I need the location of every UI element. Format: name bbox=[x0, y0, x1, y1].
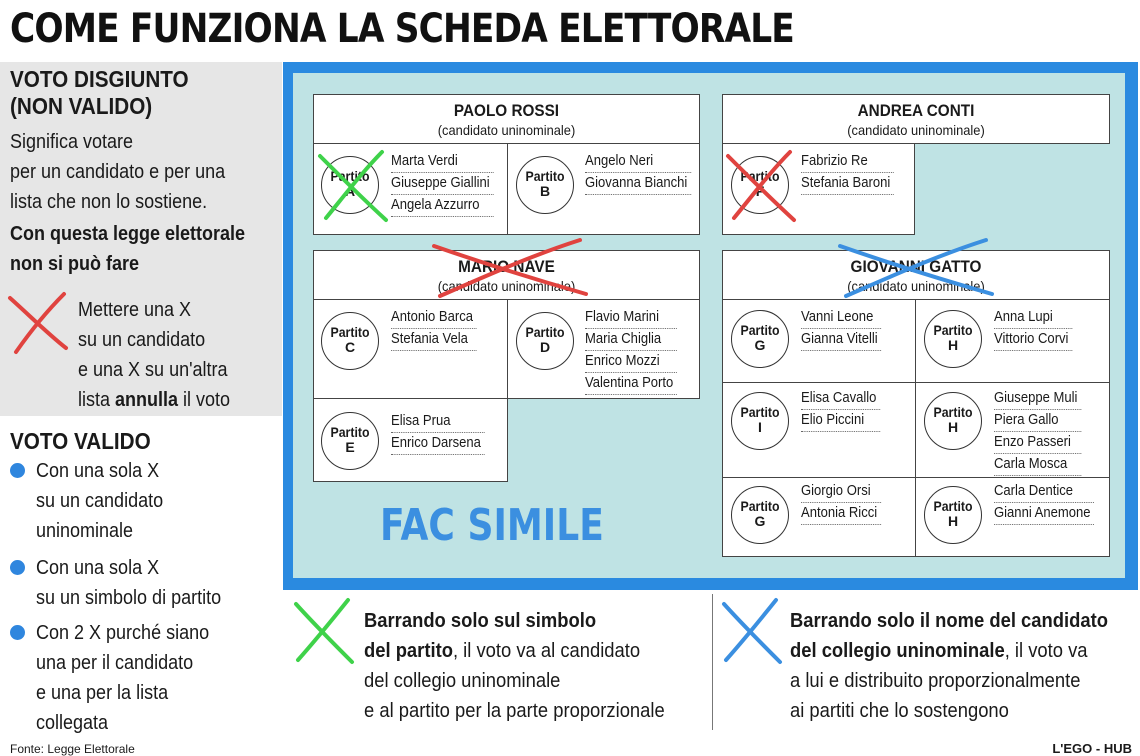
list-f-names bbox=[801, 151, 894, 195]
list-item: Elio Piccini bbox=[801, 410, 880, 432]
bullet-3-line-1: Con 2 X purché siano bbox=[36, 622, 210, 644]
candidate-subtitle: (candidato uninominale) bbox=[437, 122, 576, 138]
list-item: Vittorio Corvi bbox=[994, 329, 1072, 351]
party-symbol-g: Partito G bbox=[731, 310, 789, 368]
list-item: Giorgio Orsi bbox=[801, 481, 881, 503]
disgiunto-title: VOTO DISGIUNTO bbox=[10, 66, 189, 92]
list-item: Vanni Leone bbox=[801, 307, 881, 329]
party-symbol-h: Partito H bbox=[924, 310, 982, 368]
candidate-name: MARIO NAVE bbox=[458, 257, 555, 276]
candidate-subtitle: (candidato uninominale) bbox=[847, 122, 985, 138]
list-h-names bbox=[994, 307, 1072, 351]
party-symbol-h: Partito H bbox=[924, 486, 982, 544]
green-text-1: Barrando solo sul simbolo bbox=[364, 610, 597, 632]
list-item: Marta Verdi bbox=[391, 151, 493, 173]
list-h-names bbox=[994, 481, 1094, 525]
list-h-names bbox=[994, 388, 1081, 476]
blue-text-2: del collegio uninominale, il voto va bbox=[790, 640, 1088, 662]
candidate-name: ANDREA CONTI bbox=[857, 101, 975, 120]
list-item: Stefania Baroni bbox=[801, 173, 894, 195]
list-item: Angelo Neri bbox=[585, 151, 691, 173]
source-label: Fonte: Legge Elettorale bbox=[10, 742, 135, 756]
page-title: COME FUNZIONA LA SCHEDA ELETTORALE bbox=[10, 6, 794, 52]
green-text-4: e al partito per la parte proporzionale bbox=[364, 700, 665, 722]
list-item: Elisa Cavallo bbox=[801, 388, 880, 410]
disgiunto-bold-2: non si può fare bbox=[10, 253, 140, 275]
list-g-names bbox=[801, 307, 881, 351]
list-d-names bbox=[585, 307, 677, 395]
disgiunto-text-3: lista che non lo sostiene. bbox=[10, 191, 208, 213]
list-item: Gianna Vitelli bbox=[801, 329, 881, 351]
bullet-3-line-2: una per il candidato bbox=[36, 652, 194, 674]
list-g-names bbox=[801, 481, 881, 525]
red-x-icon bbox=[724, 146, 798, 226]
fac-simile-watermark: FAC SIMILE bbox=[380, 500, 604, 551]
list-item: Carla Dentice bbox=[994, 481, 1094, 503]
valido-title: VOTO VALIDO bbox=[10, 428, 151, 454]
bullet-2-line-1: Con una sola X bbox=[36, 557, 160, 579]
list-item: Antonio Barca bbox=[391, 307, 477, 329]
green-x-icon bbox=[290, 596, 356, 666]
x-text-3: e una X su un'altra bbox=[78, 359, 228, 381]
blue-x-icon bbox=[836, 236, 996, 300]
party-symbol-i: Partito I bbox=[731, 392, 789, 450]
list-item: Giuseppe Muli bbox=[994, 388, 1081, 410]
list-item: Giuseppe Giallini bbox=[391, 173, 493, 195]
bullet-icon bbox=[10, 560, 25, 575]
red-x-icon bbox=[4, 288, 72, 356]
list-i-names bbox=[801, 388, 880, 432]
x-text-4: lista annulla il voto bbox=[78, 389, 231, 411]
red-x-icon bbox=[430, 236, 590, 300]
credit-label: L'EGO - HUB bbox=[1052, 741, 1132, 756]
list-item: Gianni Anemone bbox=[994, 503, 1094, 525]
list-item: Fabrizio Re bbox=[801, 151, 894, 173]
divider bbox=[712, 594, 713, 730]
blue-text-1: Barrando solo il nome del candidato bbox=[790, 610, 1108, 632]
list-item: Enzo Passeri bbox=[994, 432, 1081, 454]
party-symbol-a: Partito A bbox=[321, 156, 379, 214]
bullet-3-line-4: collegata bbox=[36, 712, 109, 734]
list-item: Enrico Darsena bbox=[391, 433, 485, 455]
list-item: Elisa Prua bbox=[391, 411, 485, 433]
candidate-andrea-conti bbox=[722, 94, 1110, 144]
disgiunto-bold-1: Con questa legge elettorale bbox=[10, 223, 246, 245]
party-symbol-f: Partito F bbox=[731, 156, 789, 214]
party-symbol-c: Partito C bbox=[321, 312, 379, 370]
blue-x-icon bbox=[718, 596, 784, 666]
candidate-name: PAOLO ROSSI bbox=[453, 101, 560, 120]
list-item: Flavio Marini bbox=[585, 307, 677, 329]
list-item: Piera Gallo bbox=[994, 410, 1081, 432]
bullet-icon bbox=[10, 463, 25, 478]
green-text-3: del collegio uninominale bbox=[364, 670, 561, 692]
list-item: Maria Chiglia bbox=[585, 329, 677, 351]
party-symbol-g: Partito G bbox=[731, 486, 789, 544]
party-symbol-d: Partito D bbox=[516, 312, 574, 370]
disgiunto-subtitle: (NON VALIDO) bbox=[10, 93, 153, 119]
x-text-1: Mettere una X bbox=[78, 299, 192, 321]
bullet-icon bbox=[10, 625, 25, 640]
list-a-names bbox=[391, 151, 493, 217]
list-item: Valentina Porto bbox=[585, 373, 677, 395]
candidate-paolo-rossi bbox=[313, 94, 700, 144]
list-c-names bbox=[391, 307, 477, 351]
bullet-3-line-3: e una per la lista bbox=[36, 682, 169, 704]
list-item: Stefania Vela bbox=[391, 329, 477, 351]
list-item: Carla Mosca bbox=[994, 454, 1081, 476]
list-item: Antonia Ricci bbox=[801, 503, 881, 525]
blue-text-3: a lui e distribuito proporzionalmente bbox=[790, 670, 1081, 692]
party-symbol-h: Partito H bbox=[924, 392, 982, 450]
list-b-names bbox=[585, 151, 691, 195]
green-x-icon bbox=[316, 146, 390, 226]
candidate-subtitle: (candidato uninominale) bbox=[437, 278, 576, 294]
blue-text-4: ai partiti che lo sostengono bbox=[790, 700, 1009, 722]
list-item: Giovanna Bianchi bbox=[585, 173, 691, 195]
list-e-names bbox=[391, 411, 485, 455]
party-symbol-e: Partito E bbox=[321, 412, 379, 470]
disgiunto-text-1: Significa votare bbox=[10, 131, 134, 153]
party-symbol-b: Partito B bbox=[516, 156, 574, 214]
disgiunto-text-2: per un candidato e per una bbox=[10, 161, 226, 183]
candidate-subtitle: (candidato uninominale) bbox=[847, 278, 985, 294]
bullet-2-line-2: su un simbolo di partito bbox=[36, 587, 222, 609]
list-item: Anna Lupi bbox=[994, 307, 1072, 329]
bullet-1-line-3: uninominale bbox=[36, 520, 134, 542]
bullet-1-line-1: Con una sola X bbox=[36, 460, 160, 482]
list-item: Angela Azzurro bbox=[391, 195, 493, 217]
x-text-2: su un candidato bbox=[78, 329, 206, 351]
bullet-1-line-2: su un candidato bbox=[36, 490, 164, 512]
candidate-name: GIOVANNI GATTO bbox=[850, 257, 982, 276]
green-text-2: del partito, il voto va al candidato bbox=[364, 640, 641, 662]
list-item: Enrico Mozzi bbox=[585, 351, 677, 373]
